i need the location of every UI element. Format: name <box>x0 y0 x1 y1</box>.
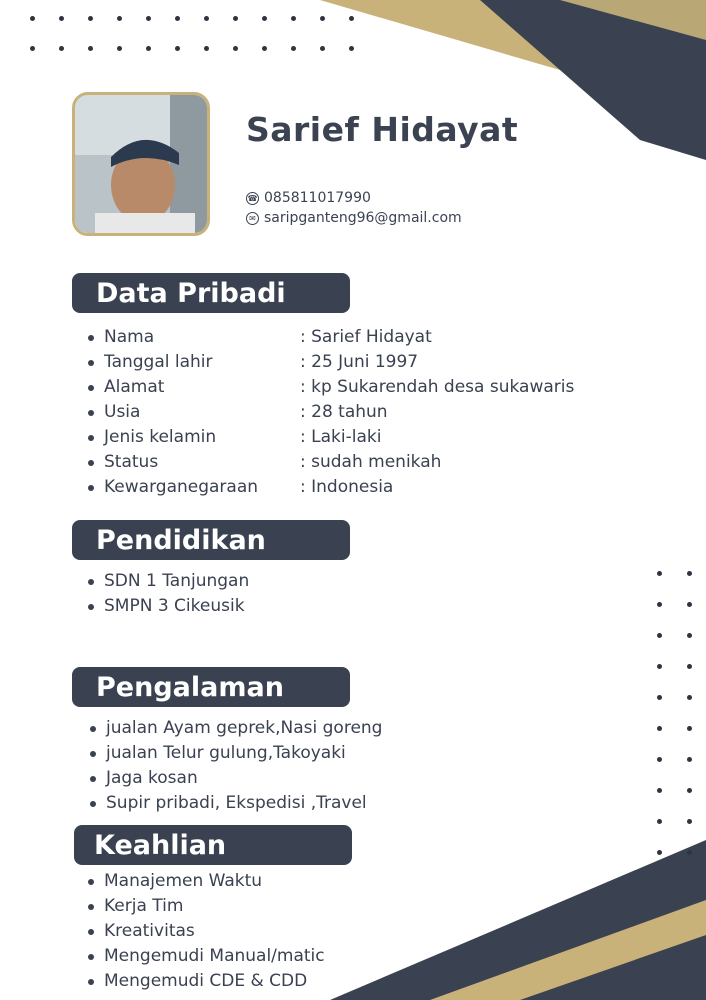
email-contact <box>246 210 462 226</box>
list-item <box>86 375 574 400</box>
field-value: : Indonesia <box>300 477 394 497</box>
section-heading-keahlian: Keahlian <box>74 825 352 865</box>
list-item: Manajemen Waktu <box>86 869 325 894</box>
list-item: jualan Telur gulung,Takoyaki <box>88 741 382 766</box>
experience-list <box>88 716 382 816</box>
list-item <box>86 425 574 450</box>
field-label: Jenis kelamin <box>104 427 217 447</box>
field-label: Kewarganegaraan <box>104 477 259 497</box>
list-item <box>86 475 574 500</box>
list-item: SDN 1 Tanjungan <box>86 569 249 594</box>
field-value: : sudah menikah <box>300 452 442 472</box>
phone-icon: ☎ <box>247 193 258 203</box>
skills-list <box>86 869 325 994</box>
field-value: : Laki-laki <box>300 427 382 447</box>
education-list <box>86 569 249 619</box>
dot-pattern-top <box>30 16 354 21</box>
profile-photo <box>72 92 210 236</box>
list-item: Jaga kosan <box>88 766 382 791</box>
section-heading-data-pribadi: Data Pribadi <box>72 273 350 313</box>
field-value: : kp Sukarendah desa sukawaris <box>300 377 575 397</box>
phone-contact <box>246 190 371 206</box>
section-heading-pendidikan: Pendidikan <box>72 520 350 560</box>
list-item: jualan Ayam geprek,Nasi goreng <box>88 716 382 741</box>
list-item: Mengemudi Manual/matic <box>86 944 325 969</box>
field-label: Tanggal lahir <box>104 352 213 372</box>
field-value: : Sarief Hidayat <box>300 327 432 347</box>
field-label: Status <box>104 452 159 472</box>
field-value: : 25 Juni 1997 <box>300 352 419 372</box>
field-label: Nama <box>104 327 155 347</box>
mail-icon: ✉ <box>246 212 259 225</box>
dot-pattern-top-2 <box>30 46 354 51</box>
list-item <box>86 350 574 375</box>
section-heading-pengalaman: Pengalaman <box>72 667 350 707</box>
list-item: Kreativitas <box>86 919 325 944</box>
email-address: saripganteng96@gmail.com <box>264 210 462 226</box>
list-item <box>86 325 574 350</box>
list-item: Kerja Tim <box>86 894 325 919</box>
phone-number: 085811017990 <box>264 190 371 206</box>
field-label: Usia <box>104 402 141 422</box>
personal-data-list <box>86 325 574 500</box>
field-value: : 28 tahun <box>300 402 388 422</box>
list-item: SMPN 3 Cikeusik <box>86 594 249 619</box>
candidate-name: Sarief Hidayat <box>246 110 519 149</box>
field-label: Alamat <box>104 377 165 397</box>
list-item <box>86 400 574 425</box>
list-item: Mengemudi CDE & CDD <box>86 969 325 994</box>
list-item <box>86 450 574 475</box>
list-item: Supir pribadi, Ekspedisi ,Travel <box>88 791 382 816</box>
dot-pattern-right <box>657 571 692 855</box>
